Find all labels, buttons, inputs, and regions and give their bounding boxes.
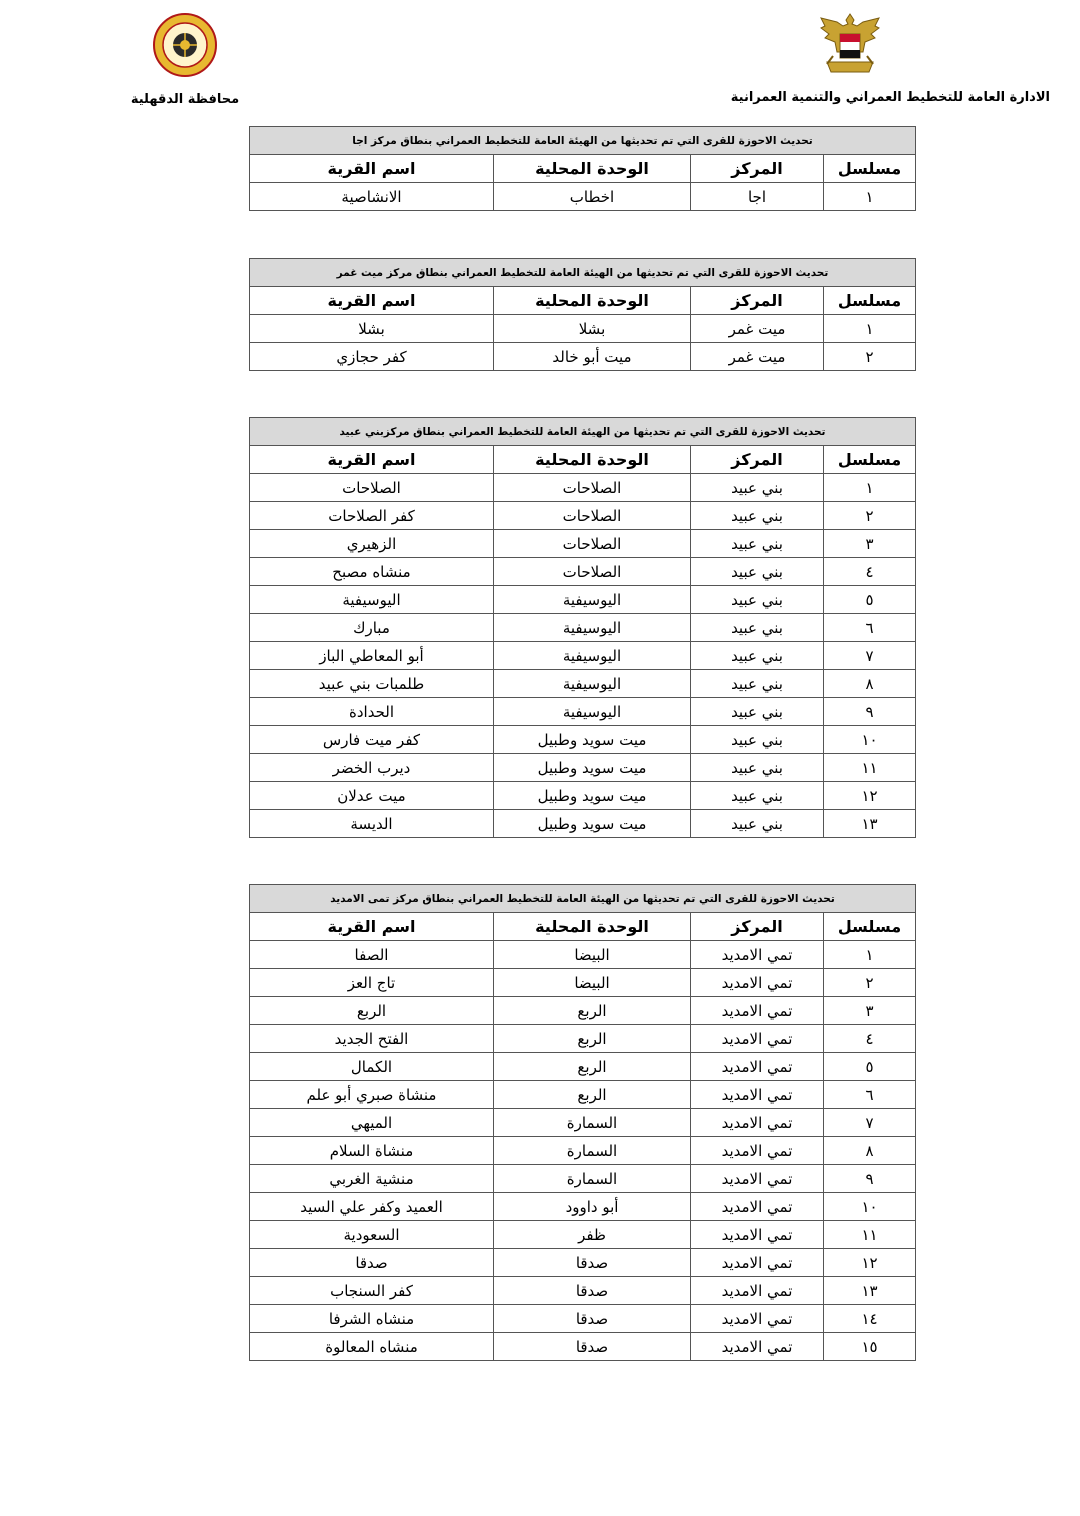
cell-center: بني عبيد [691,614,824,642]
table-row [250,315,916,343]
cell-serial: ١ [824,183,916,211]
cell-unit: السمارة [494,1165,691,1193]
cell-center: بني عبيد [691,698,824,726]
cell-serial: ٢ [824,502,916,530]
cell-unit: أبو داوود [494,1193,691,1221]
table-row [250,1025,916,1053]
cell-serial: ١٤ [824,1305,916,1333]
cell-village: ديرب الخضر [250,754,494,782]
cell-serial: ١١ [824,1221,916,1249]
cell-village: الصفا [250,941,494,969]
cell-unit: صدقا [494,1333,691,1361]
column-header-center: المركز [691,155,824,183]
cell-village: كفر حجازي [250,343,494,371]
cell-unit: الصلاحات [494,474,691,502]
cell-center: بني عبيد [691,754,824,782]
cell-village: كفر ميت فارس [250,726,494,754]
table-caption: تحديث الاحوزة للقرى التي تم تحديثها من الهيئة العامة للتخطيط العمراني بنطاق مركزبني عبيد [250,418,916,446]
cell-unit: الربع [494,1025,691,1053]
cell-center: بني عبيد [691,726,824,754]
cell-center: تمي الامديد [691,1277,824,1305]
cell-unit: اخطاب [494,183,691,211]
table-row [250,782,916,810]
table-row [250,997,916,1025]
cell-center: تمي الامديد [691,1165,824,1193]
cell-village: الزهيري [250,530,494,558]
cell-serial: ١٣ [824,810,916,838]
cell-village: كفر السنجاب [250,1277,494,1305]
cell-unit: اليوسيفية [494,642,691,670]
cell-serial: ١ [824,315,916,343]
table-row [250,1137,916,1165]
cell-center: ميت غمر [691,343,824,371]
header-right [690,12,1050,105]
table-row [250,810,916,838]
table-bani-obeid [249,417,916,838]
table-header-row [250,287,916,315]
cell-unit: الربع [494,1081,691,1109]
cell-unit: صدقا [494,1305,691,1333]
cell-unit: صدقا [494,1249,691,1277]
table-row [250,586,916,614]
cell-unit: الصلاحات [494,530,691,558]
table-caption: تحديث الاحوزة للقرى التي تم تحديثها من الهيئة العامة للتخطيط العمراني بنطاق مركز ميت غمر [250,259,916,287]
cell-unit: اليوسيفية [494,670,691,698]
cell-center: تمي الامديد [691,1109,824,1137]
cell-village: تاج العز [250,969,494,997]
cell-village: الميهي [250,1109,494,1137]
cell-village: منشاه الشرفا [250,1305,494,1333]
table-caption: تحديث الاحوزة للقرى التي تم تحديثها من الهيئة العامة للتخطيط العمراني بنطاق مركز تمى الامديد [250,885,916,913]
cell-center: تمي الامديد [691,1137,824,1165]
cell-center: تمي الامديد [691,941,824,969]
cell-center: بني عبيد [691,474,824,502]
cell-unit: ميت سويد وطبيل [494,726,691,754]
table-row [250,1053,916,1081]
header-left [120,12,250,107]
cell-serial: ٧ [824,1109,916,1137]
cell-village: الحدادة [250,698,494,726]
cell-village: العميد وكفر علي السيد [250,1193,494,1221]
cell-serial: ٣ [824,530,916,558]
cell-center: تمي الامديد [691,1305,824,1333]
cell-center: تمي الامديد [691,1081,824,1109]
cell-unit: اليوسيفية [494,586,691,614]
table-row [250,941,916,969]
cell-serial: ١٠ [824,726,916,754]
column-header-center: المركز [691,913,824,941]
cell-serial: ١٠ [824,1193,916,1221]
cell-serial: ٦ [824,1081,916,1109]
table-row [250,1193,916,1221]
cell-serial: ٩ [824,1165,916,1193]
table-row [250,1081,916,1109]
cell-village: الديسة [250,810,494,838]
organization-name: الادارة العامة للتخطيط العمراني والتنمية العمرانية [730,90,1050,105]
cell-village: كفر الصلاحات [250,502,494,530]
cell-serial: ١٣ [824,1277,916,1305]
column-header-center: المركز [691,287,824,315]
cell-center: بني عبيد [691,810,824,838]
cell-center: تمي الامديد [691,1025,824,1053]
cell-village: الفتح الجديد [250,1025,494,1053]
table-row [250,1305,916,1333]
cell-center: بني عبيد [691,670,824,698]
cell-unit: ميت سويد وطبيل [494,782,691,810]
column-header-unit: الوحدة المحلية [494,155,691,183]
cell-serial: ١١ [824,754,916,782]
table-header-row [250,913,916,941]
cell-center: تمي الامديد [691,1333,824,1361]
table-header-row [250,446,916,474]
cell-village: الكمال [250,1053,494,1081]
table-caption: تحديث الاحوزة للقرى التي تم تحديثها من الهيئة العامة للتخطيط العمراني بنطاق مركز اجا [250,127,916,155]
table-row [250,670,916,698]
cell-village: الصلاحات [250,474,494,502]
cell-unit: الصلاحات [494,558,691,586]
column-header-unit: الوحدة المحلية [494,446,691,474]
cell-unit: ميت أبو خالد [494,343,691,371]
cell-serial: ٦ [824,614,916,642]
cell-serial: ٩ [824,698,916,726]
table-row [250,698,916,726]
cell-center: ميت غمر [691,315,824,343]
cell-village: منشية الغربي [250,1165,494,1193]
column-header-village: اسم القرية [250,446,494,474]
cell-village: منشاه مصبح [250,558,494,586]
cell-village: ميت عدلان [250,782,494,810]
cell-village: منشاه المعالوة [250,1333,494,1361]
table-row [250,726,916,754]
cell-center: بني عبيد [691,586,824,614]
cell-unit: السمارة [494,1109,691,1137]
cell-serial: ١٥ [824,1333,916,1361]
cell-unit: البيضا [494,969,691,997]
cell-center: تمي الامديد [691,997,824,1025]
dakahlia-governorate-logo-icon [152,12,218,78]
column-header-village: اسم القرية [250,913,494,941]
column-header-village: اسم القرية [250,155,494,183]
cell-unit: ظفر [494,1221,691,1249]
column-header-unit: الوحدة المحلية [494,913,691,941]
table-row [250,343,916,371]
cell-village: منشاة السلام [250,1137,494,1165]
cell-unit: بشلا [494,315,691,343]
cell-center: تمي الامديد [691,1193,824,1221]
cell-serial: ١٢ [824,782,916,810]
table-row [250,502,916,530]
cell-center: بني عبيد [691,530,824,558]
cell-serial: ١ [824,941,916,969]
cell-serial: ٢ [824,343,916,371]
table-row [250,754,916,782]
cell-center: بني عبيد [691,642,824,670]
column-header-serial: مسلسل [824,446,916,474]
cell-village: الانشاصية [250,183,494,211]
cell-village: منشاة صبري أبو علم [250,1081,494,1109]
cell-unit: اليوسيفية [494,698,691,726]
table-row [250,1277,916,1305]
table-row [250,183,916,211]
table-row [250,1249,916,1277]
table-row [250,558,916,586]
cell-village: طلمبات بني عبيد [250,670,494,698]
cell-serial: ١ [824,474,916,502]
table-mit-ghamr [249,258,916,371]
cell-center: بني عبيد [691,782,824,810]
cell-center: تمي الامديد [691,1249,824,1277]
cell-village: اليوسيفية [250,586,494,614]
cell-unit: البيضا [494,941,691,969]
cell-unit: الصلاحات [494,502,691,530]
governorate-name: محافظة الدقهلية [130,92,240,107]
table-row [250,474,916,502]
table-tami-el-amdid [249,884,916,1361]
table-row [250,642,916,670]
cell-serial: ٥ [824,586,916,614]
cell-unit: ميت سويد وطبيل [494,810,691,838]
column-header-serial: مسلسل [824,287,916,315]
cell-serial: ٨ [824,1137,916,1165]
column-header-serial: مسلسل [824,155,916,183]
egypt-eagle-emblem-icon [819,12,881,80]
table-row [250,614,916,642]
table-row [250,1221,916,1249]
cell-village: السعودية [250,1221,494,1249]
cell-village: أبو المعاطي الباز [250,642,494,670]
table-header-row [250,155,916,183]
cell-center: تمي الامديد [691,969,824,997]
table-row [250,969,916,997]
cell-center: تمي الامديد [691,1053,824,1081]
cell-unit: الربع [494,1053,691,1081]
table-row [250,530,916,558]
cell-unit: اليوسيفية [494,614,691,642]
cell-center: تمي الامديد [691,1221,824,1249]
cell-unit: الربع [494,997,691,1025]
cell-village: بشلا [250,315,494,343]
cell-serial: ٥ [824,1053,916,1081]
cell-village: صدقا [250,1249,494,1277]
table-row [250,1109,916,1137]
table-row [250,1333,916,1361]
cell-serial: ٧ [824,642,916,670]
cell-center: بني عبيد [691,558,824,586]
cell-center: بني عبيد [691,502,824,530]
cell-unit: ميت سويد وطبيل [494,754,691,782]
cell-village: الربع [250,997,494,1025]
column-header-serial: مسلسل [824,913,916,941]
cell-village: مبارك [250,614,494,642]
column-header-unit: الوحدة المحلية [494,287,691,315]
table-row [250,1165,916,1193]
cell-serial: ٤ [824,558,916,586]
table-aga [249,126,916,211]
column-header-center: المركز [691,446,824,474]
cell-unit: صدقا [494,1277,691,1305]
cell-serial: ٣ [824,997,916,1025]
cell-unit: السمارة [494,1137,691,1165]
cell-serial: ٨ [824,670,916,698]
cell-center: اجا [691,183,824,211]
column-header-village: اسم القرية [250,287,494,315]
cell-serial: ٢ [824,969,916,997]
cell-serial: ٤ [824,1025,916,1053]
cell-serial: ١٢ [824,1249,916,1277]
